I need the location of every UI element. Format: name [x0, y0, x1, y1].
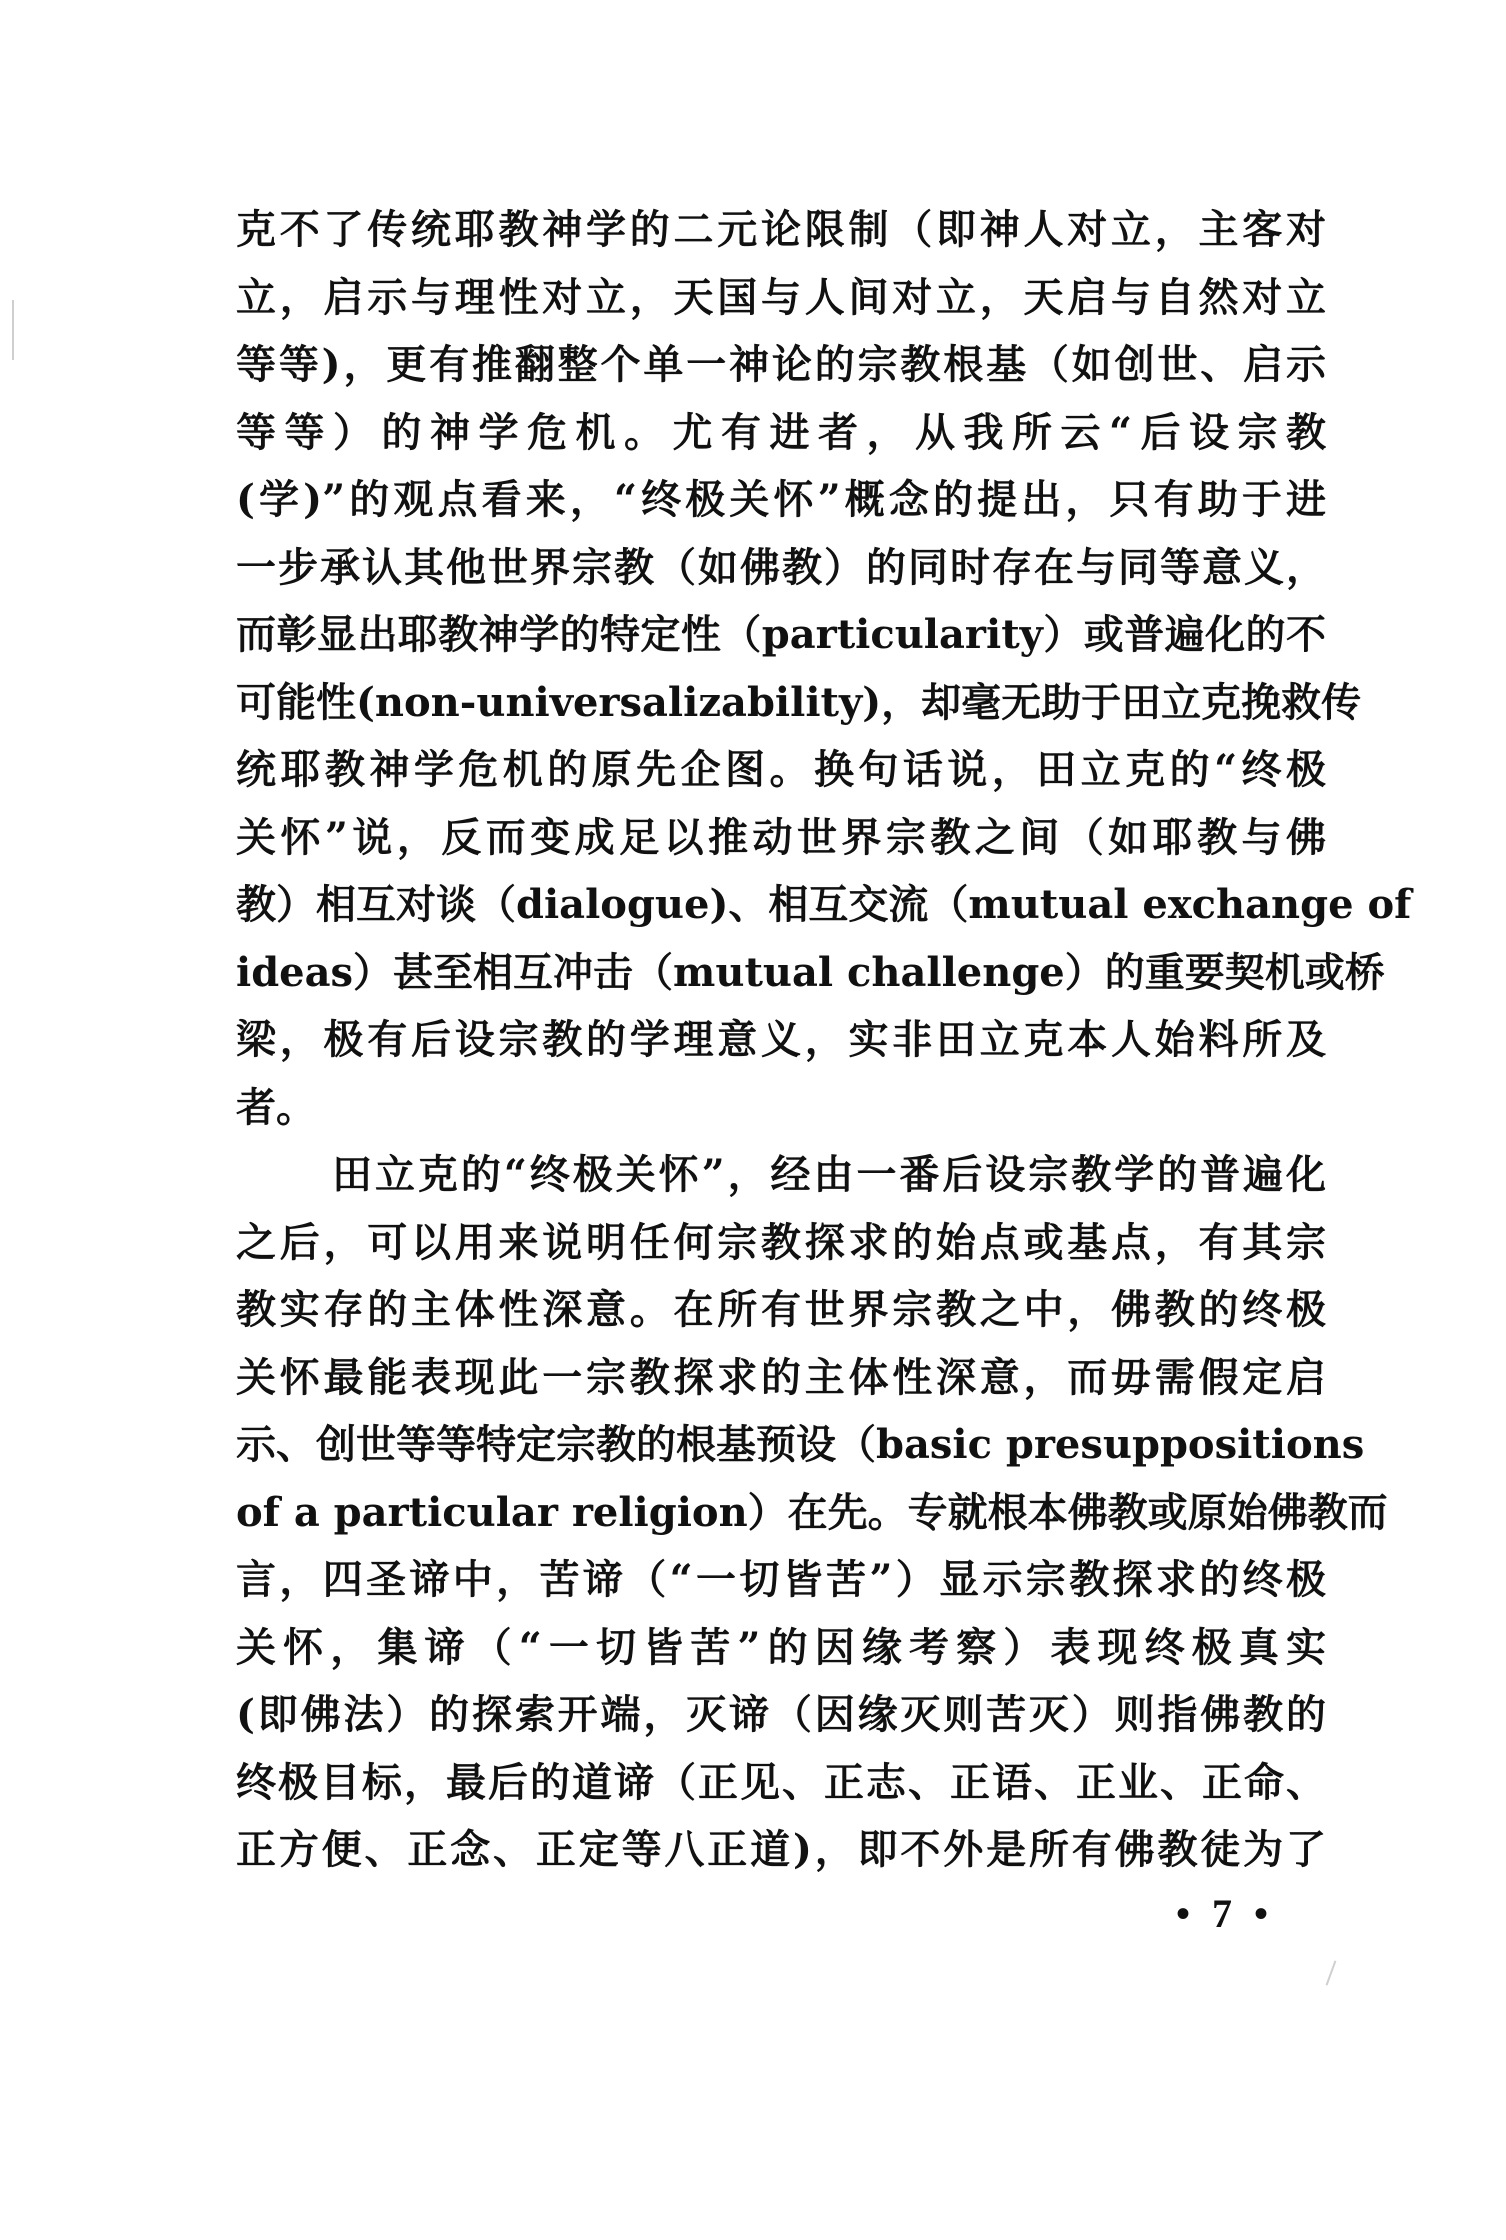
- text-line: 而彰显出耶教神学的特定性（particularity）或普遍化的不: [236, 611, 1326, 658]
- text-line: 正方便、正念、正定等八正道)，即不外是所有佛教徒为了: [236, 1826, 1326, 1873]
- text-line: 等等）的神学危机。尤有进者，从我所云“后设宗教: [236, 408, 1326, 456]
- text-line: 可能性(non-universalizability)，却毫无助于田立克挽救传: [236, 678, 1362, 726]
- text-line: 者。: [236, 1083, 316, 1131]
- text-line: ideas）甚至相互冲击（mutual challenge）的重要契机或桥: [236, 948, 1385, 996]
- text-line: 示、创世等等特定宗教的根基预设（basic presuppositions: [236, 1421, 1365, 1468]
- text-line: 等等)，更有推翻整个单一神论的宗教根基（如创世、启示: [236, 341, 1326, 388]
- paragraph-first-line: 田立克的“终极关怀”，经由一番后设宗教学的普遍化: [332, 1151, 1326, 1198]
- scan-edge-mark: [12, 300, 14, 360]
- text-line: (学)”的观点看来，“终极关怀”概念的提出，只有助于进: [236, 476, 1326, 523]
- text-line: 梁，极有后设宗教的学理意义，实非田立克本人始料所及: [236, 1016, 1326, 1063]
- text-line: 关怀，集谛（“一切皆苦”的因缘考察）表现终极真实: [236, 1623, 1326, 1671]
- text-line: 之后，可以用来说明任何宗教探求的始点或基点，有其宗: [236, 1218, 1326, 1266]
- scan-edge-mark: [1326, 1960, 1337, 1985]
- text-line: 立，启示与理性对立，天国与人间对立，天启与自然对立: [236, 273, 1326, 321]
- text-line: 关怀”说，反而变成足以推动世界宗教之间（如耶教与佛: [236, 813, 1326, 861]
- text-line: 克不了传统耶教神学的二元论限制（即神人对立，主客对: [236, 206, 1326, 253]
- text-line: of a particular religion）在先。专就根本佛教或原始佛教而: [236, 1488, 1388, 1536]
- body-text: [236, 196, 1412, 1884]
- text-line: (即佛法）的探索开端，灭谛（因缘灭则苦灭）则指佛教的: [236, 1691, 1326, 1738]
- text-line: 终极目标，最后的道谛（正见、正志、正语、正业、正命、: [236, 1758, 1326, 1806]
- page-number: • 7 •: [1175, 1891, 1274, 1936]
- text-line: 言，四圣谛中，苦谛（“一切皆苦”）显示宗教探求的终极: [236, 1556, 1326, 1603]
- text-line: 教）相互对谈（dialogue)、相互交流（mutual exchange of: [236, 881, 1412, 928]
- text-line: 统耶教神学危机的原先企图。换句话说，田立克的“终极: [236, 746, 1326, 793]
- text-line: 关怀最能表现此一宗教探求的主体性深意，而毋需假定启: [236, 1353, 1326, 1401]
- text-line: 教实存的主体性深意。在所有世界宗教之中，佛教的终极: [236, 1286, 1326, 1333]
- text-line: 一步承认其他世界宗教（如佛教）的同时存在与同等意义，: [236, 543, 1326, 591]
